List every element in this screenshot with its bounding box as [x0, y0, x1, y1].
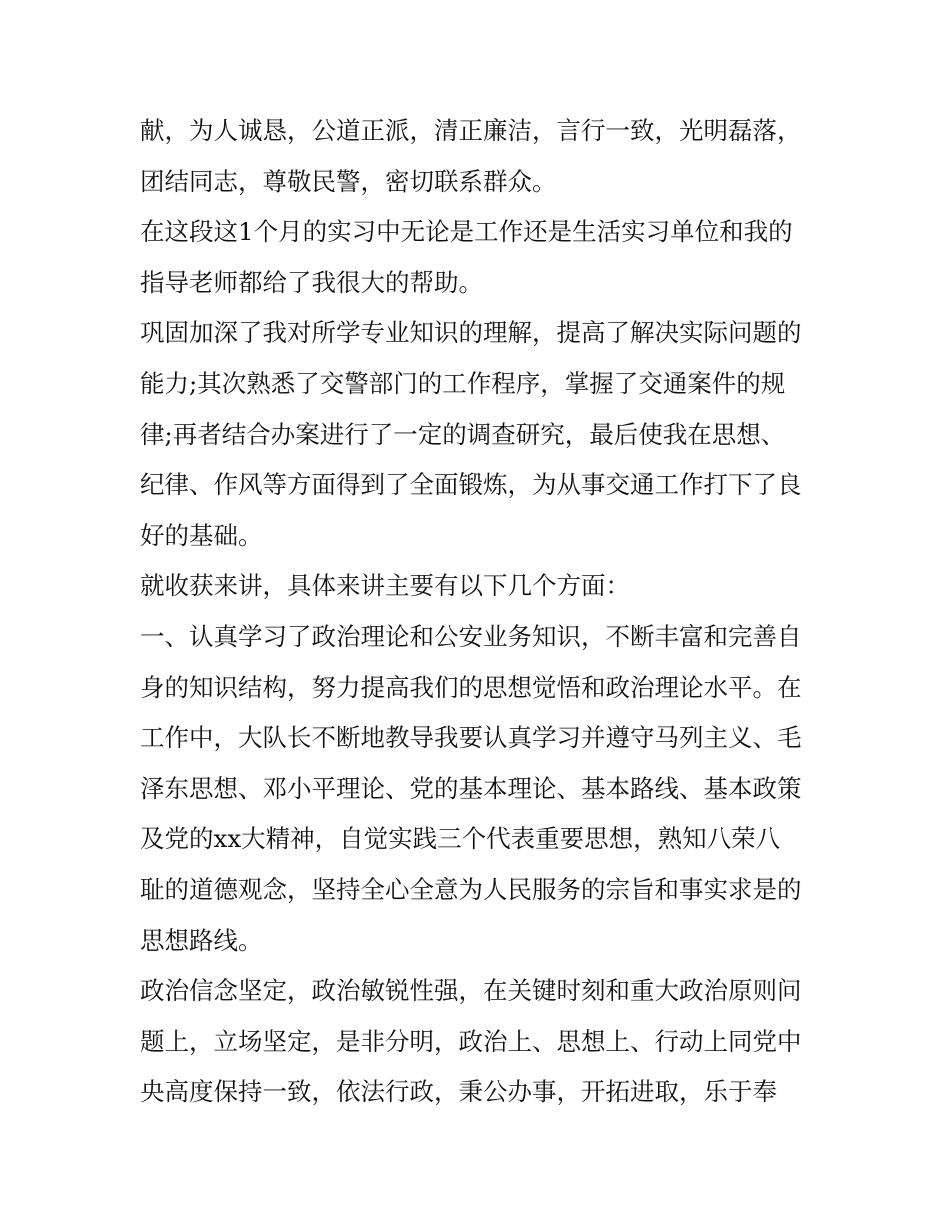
text-line: 工作中，大队长不断地教导我要认真学习并遵守马列主义、毛 — [140, 723, 802, 753]
text-line: 在这段这1个月的实习中无论是工作还是生活实习单位和我的 — [140, 217, 793, 247]
text-line: 团结同志，尊敬民警，密切联系群众。 — [140, 166, 557, 196]
text-line: 耻的道德观念，坚持全心全意为人民服务的宗旨和事实求是的 — [140, 874, 802, 904]
text-line: 题上，立场坚定，是非分明，政治上、思想上、行动上同党中 — [140, 1026, 802, 1056]
text-line: 身的知识结构，努力提高我们的思想觉悟和政治理论水平。在 — [140, 672, 802, 702]
text-line: 政治信念坚定，政治敏锐性强，在关键时刻和重大政治原则问 — [140, 976, 802, 1006]
text-line: 一、认真学习了政治理论和公安业务知识，不断丰富和完善自 — [140, 621, 802, 651]
text-line: 好的基础。 — [140, 520, 263, 550]
text-line: 巩固加深了我对所学专业知识的理解，提高了解决实际问题的 — [140, 318, 802, 348]
text-line: 央高度保持一致，依法行政，秉公办事，开拓进取，乐于奉 — [140, 1077, 777, 1107]
text-line: 思想路线。 — [140, 925, 263, 955]
text-line: 及党的xx大精神，自觉实践三个代表重要思想，熟知八荣八 — [140, 824, 781, 854]
text-line: 泽东思想、邓小平理论、党的基本理论、基本路线、基本政策 — [140, 773, 802, 803]
text-line: 献，为人诚恳，公道正派，清正廉洁，言行一致，光明磊落， — [140, 116, 802, 145]
text-line: 指导老师都给了我很大的帮助。 — [140, 267, 483, 297]
text-line: 能力;其次熟悉了交警部门的工作程序，掌握了交通案件的规 — [140, 368, 786, 398]
document-body — [140, 106, 820, 1118]
text-line: 律;再者结合办案进行了一定的调查研究，最后使我在思想、 — [140, 419, 786, 449]
text-line: 就收获来讲，具体来讲主要有以下几个方面： — [140, 571, 630, 601]
text-line: 纪律、作风等方面得到了全面锻炼，为从事交通工作打下了良 — [140, 470, 802, 500]
